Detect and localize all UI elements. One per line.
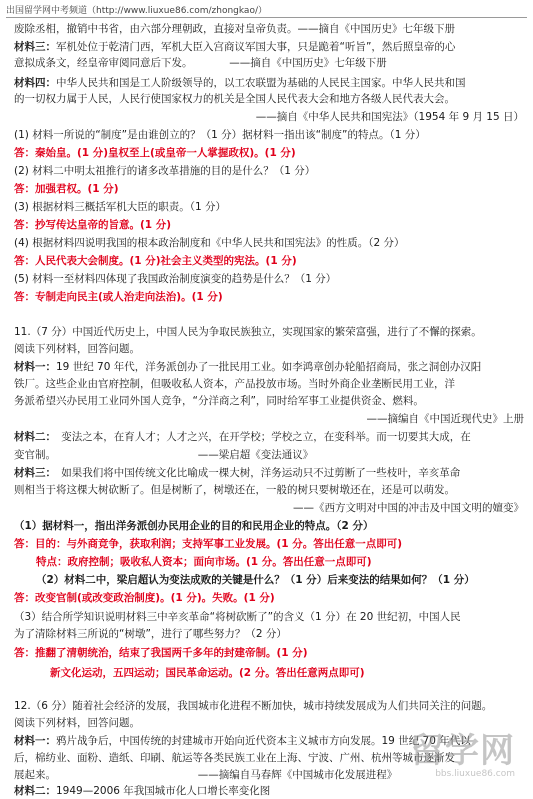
bold-text: （2）材料二中，梁启超认为变法成败的关键是什么？（1 分）后来变法的结果如何？（1 分） [36, 574, 475, 586]
body-text: 变官制。 ——梁启超《变法通议》 [14, 449, 314, 461]
text-line [14, 91, 524, 107]
text-line [14, 665, 524, 681]
text-line [14, 39, 524, 55]
text-line [14, 253, 524, 269]
text-line [14, 359, 524, 375]
body-text: （3）结合所学知识说明材料三中辛亥革命“将树砍断了”的含义（1 分）在 20 世纪初，中国人民 [14, 611, 461, 623]
body-text: 展起来。 ——摘编自马春辉《中国城市化发展进程》 [14, 769, 398, 781]
text-line [14, 465, 524, 481]
text-line [14, 590, 524, 606]
answer-text: 答：加强君权。(1 分) [14, 183, 119, 195]
body-text: 为了清除材料三所说的“树墩”，进行了哪些努力？（2 分） [14, 628, 287, 640]
body-text: ——摘自《中华人民共和国宪法》（1954 年 9 月 15 日） [255, 111, 524, 123]
body-text: 务派希望兴办民用工业同外国人竞争，“分洋商之利”，同时给军事工业提供资金、燃料。 [14, 395, 424, 407]
text-line [14, 163, 524, 179]
text-line [14, 181, 524, 197]
body-text: ——摘编自《中国近现代史》上册 [366, 413, 524, 425]
text-line [14, 21, 524, 37]
text-line [14, 376, 524, 392]
answer-text: 特点：政府控制；吸收私人资本；面向市场。(1 分。答出任意一点即可) [36, 556, 372, 568]
text-line [14, 127, 524, 143]
body-text: (1) 材料一所说的“制度”是由谁创立的？（1 分）据材料一指出该“制度”的特点。（1 分） [14, 129, 426, 141]
text-line [14, 518, 524, 534]
watermark [410, 733, 515, 779]
text-line [14, 536, 524, 552]
body-text: 阅读下列材料，回答问题。 [14, 343, 140, 355]
answer-text: 答：目的：与外商竞争，获取利润；支持军事工业发展。(1 分。答出任意一点即可) [14, 538, 403, 550]
text-line [14, 447, 524, 463]
body-text: 后，棉纺业、面粉、造纸、印刷、航运等各类民族工业在上海、宁波、广州、杭州等城市逐渐发 [14, 752, 455, 764]
body-text: 如果我们将中国传统文化比喻成一棵大树，洋务运动只不过剪断了一些枝叶，辛亥革命 [50, 467, 461, 479]
body-text: (5) 材料一至材料四体现了我国政治制度演变的趋势是什么？（1 分） [14, 273, 337, 285]
text-line [14, 289, 524, 305]
page-header [6, 3, 527, 18]
body-text: (2) 材料二中明太祖推行的诸多改革措施的目的是什么？（1 分） [14, 165, 316, 177]
text-line [14, 500, 524, 516]
header-text: 出国留学网中考频道（http://www.liuxue86.com/zhongkao/） [6, 6, 267, 16]
text-line [14, 554, 524, 570]
text-line [14, 199, 524, 215]
text-line [14, 75, 524, 91]
text-line [14, 217, 524, 233]
body-text: 意拟成条文，经皇帝审阅同意后下发。 ——摘自《中国历史》七年级下册 [14, 57, 387, 69]
body-text: 鸦片战争后，中国传统的封建城市开始向近代资本主义城市方向发展。19 世纪 70 年代以 [56, 735, 471, 747]
text-line [14, 145, 524, 161]
bold-text: 材料二： [14, 431, 51, 443]
text-line [14, 783, 524, 799]
answer-text: 新文化运动，五四运动；国民革命运动。(2 分。答出任意两点即可) [50, 667, 365, 679]
body-text: (3) 根据材料三概括军机大臣的职责。（1 分） [14, 201, 226, 213]
bold-text: 材料二： [14, 785, 56, 797]
answer-text: 答：人民代表大会制度。(1 分)社会主义类型的宪法。(1 分) [14, 255, 297, 267]
text-line [14, 411, 524, 427]
text-line [14, 324, 524, 340]
text-line [14, 341, 524, 357]
text-line [14, 609, 524, 625]
bold-text: （1）据材料一，指出洋务派创办民用企业的目的和民用企业的特点。（2 分） [14, 520, 374, 532]
text-line [14, 429, 524, 445]
body-text: 变法之本，在育人才；人才之兴，在开学校；学校之立，在变科举。而一切要其大成，在 [50, 431, 471, 443]
bold-text: 材料四： [14, 77, 56, 89]
bold-text: 材料三： [14, 41, 56, 53]
body-text: 中华人民共和国是工人阶级领导的，以工农联盟为基础的人民民主国家。中华人民共和国 [56, 77, 466, 89]
text-line [14, 645, 524, 661]
body-text: 12.（6 分）随着社会经济的发展，我国城市化进程不断加快，城市持续发展成为人们共同关注的问题。 [14, 700, 493, 712]
bold-text: 材料一： [14, 361, 56, 373]
bold-text: 材料三： [14, 467, 51, 479]
text-line [14, 55, 524, 71]
body-text: 军机处位于乾清门西，军机大臣入宫商议军国大事，只是跪着“听旨”，然后照皇帝的心 [56, 41, 456, 53]
text-line [14, 715, 524, 731]
body-text: 铁厂。这些企业由官府控制，但吸收私人资本，产品投放市场。当时外商企业垄断民用工业，洋 [14, 378, 455, 390]
text-line [14, 393, 524, 409]
body-text: 19 世纪 70 年代，洋务派创办了一批民用工业。如李鸿章创办轮船招商局，张之洞创办汉阳 [56, 361, 482, 373]
body-text: 1949—2006 年我国城市化人口增长率变化图 [56, 785, 271, 797]
text-line [14, 271, 524, 287]
body-text: 废除丞相，撤销中书省，由六部分理朝政，直接对皇帝负责。——摘自《中国历史》七年级下册 [14, 23, 455, 35]
text-line [14, 482, 524, 498]
body-text: 阅读下列材料，回答问题。 [14, 717, 140, 729]
body-text: 的一切权力属于人民，人民行使国家权力的机关是全国人民代表大会和地方各级人民代表大会。 [14, 93, 455, 105]
body-text: 则相当于将这棵大树砍断了。但是树断了，树墩还在，一般的树只要树墩还在，还是可以萌发。 [14, 484, 455, 496]
answer-text: 答：专制走向民主(或人治走向法治)。(1 分) [14, 291, 223, 303]
text-line [14, 626, 524, 642]
answer-text: 答：推翻了清朝统治，结束了我国两千多年的封建帝制。(1 分) [14, 647, 308, 659]
text-line [14, 698, 524, 714]
text-line [14, 572, 524, 588]
body-text: (4) 根据材料四说明我国的根本政治制度和《中华人民共和国宪法》的性质。（2 分） [14, 237, 405, 249]
answer-text: 答：抄写传达皇帝的旨意。(1 分) [14, 219, 172, 231]
watermark-url: bbs.liuxue86.com [435, 769, 515, 779]
text-line [14, 235, 524, 251]
bold-text: 材料一： [14, 735, 56, 747]
body-text: 11.（7 分）中国近代历史上，中国人民为争取民族独立，实现国家的繁荣富强，进行了不懈的探索。 [14, 326, 482, 338]
watermark-logo: 留学网 [410, 731, 515, 771]
text-line [14, 109, 524, 125]
answer-text: 答：秦始皇。(1 分)皇权至上(或皇帝一人掌握政权)。(1 分) [14, 147, 296, 159]
body-text: ——《西方文明对中国的冲击及中国文明的嬗变》 [293, 502, 524, 514]
answer-text: 答：改变官制(或改变政治制度)。(1 分)。失败。(1 分) [14, 592, 275, 604]
